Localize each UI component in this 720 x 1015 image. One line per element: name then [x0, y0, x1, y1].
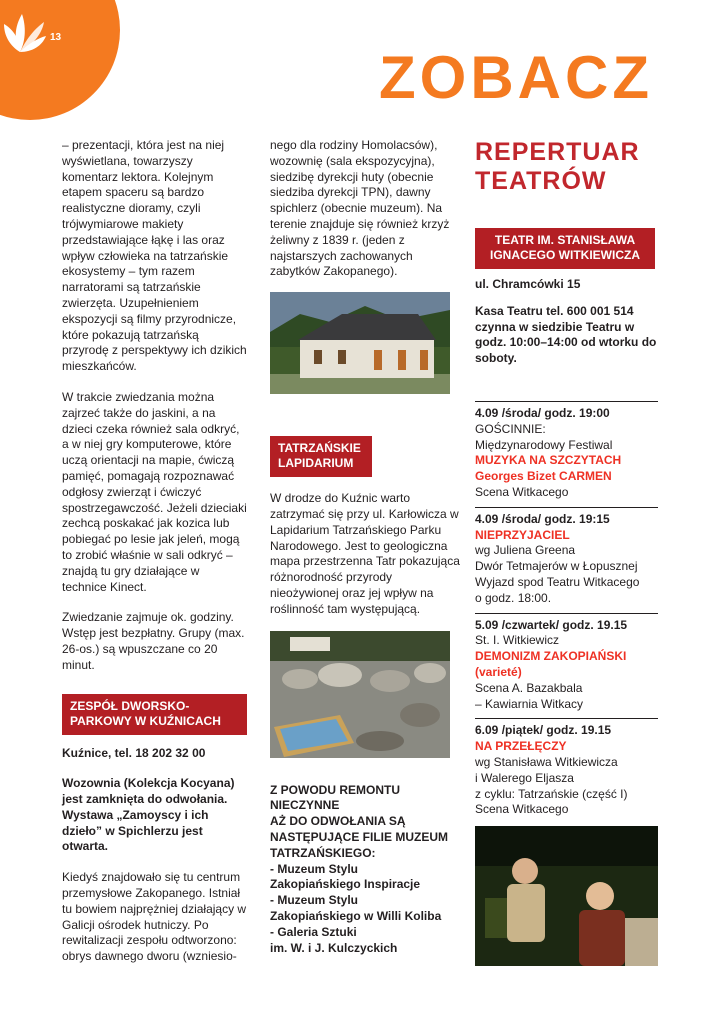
- address: Kuźnice, tel. 18 202 32 00: [62, 745, 206, 760]
- column-2: [270, 138, 460, 956]
- column-1: [62, 138, 247, 965]
- event-detail: Dwór Tetmajerów w Łopusznej: [475, 559, 638, 574]
- event-title: NA PRZEŁĘCZY: [475, 739, 567, 754]
- event-detail: wg Stanisława Witkiewicza: [475, 754, 618, 769]
- divider: [475, 718, 658, 719]
- event-item: [475, 401, 658, 501]
- page-title: ZOBACZ: [379, 44, 653, 111]
- paragraph: – prezentacji, która jest na niej wyświetlana, towarzyszy komentarz lektora. Kolejnym etapem spaceru są bardzo realistyczne dioramy, czyli trójwymiarowe makiety przedstawiające łąkę i las oraz wpływ człowieka na tatrzańskie ekosystemy – tym razem narratorami są tatrzańskie zwierzęta. Uzupełnieniem ekspozycji są filmy przyrodnicze, które pokazują tatrzańską przyrodę z perspektywy ich dzikich mieszkańców.: [62, 138, 247, 374]
- event-detail: Scena A. Bazakbala: [475, 680, 583, 695]
- event-list: [475, 401, 658, 818]
- event-detail: i Walerego Eljasza: [475, 770, 574, 785]
- section-heading-lapidarium: TATRZAŃSKIE LAPIDARIUM: [270, 436, 372, 477]
- event-item: [475, 613, 658, 713]
- notice: Wozownia (Kolekcja Kocyana) jest zamknięta do odwołania. Wystawa „Zamoyscy i ich dzieło” w Spichlerzu jest otwarta.: [62, 776, 235, 854]
- theatre-performance-photo: [475, 826, 658, 966]
- repertoire-title: REPERTUAR TEATRÓW: [475, 138, 640, 195]
- event-detail: GOŚCINNIE:: [475, 421, 546, 436]
- column-3: [475, 138, 658, 966]
- museum-building-photo: [270, 292, 450, 394]
- lapidarium-photo: [270, 631, 450, 758]
- event-detail: Wyjazd spod Teatru Witkacego: [475, 574, 640, 589]
- event-detail: St. I. Witkiewicz: [475, 633, 560, 648]
- closed-branches-notice: Z POWODU REMONTU NIECZYNNE AŻ DO ODWOŁANIA SĄ NASTĘPUJĄCE FILIE MUZEUM TATRZAŃSKIEGO: - Muzeum Stylu Zakopiańskiego Inspiracje - Muzeum Stylu Zakopiańskiego w Willi Koliba - Galeria Sztuki im. W. i J. Kulczyckich: [270, 782, 449, 955]
- event-date: 6.09 /piątek/ godz. 19.15: [475, 723, 612, 738]
- event-date: 4.09 /środa/ godz. 19:15: [475, 511, 610, 526]
- event-date: 4.09 /środa/ godz. 19:00: [475, 405, 610, 420]
- event-date: 5.09 /czwartek/ godz. 19.15: [475, 617, 628, 632]
- corner-decoration: [0, 0, 120, 120]
- event-detail: Międzynarodowy Festiwal: [475, 437, 613, 452]
- divider: [475, 613, 658, 614]
- theatre-address: ul. Chramcówki 15: [475, 277, 581, 291]
- box-office-info: Kasa Teatru tel. 600 001 514 czynna w siedzibie Teatru w godz. 10:00–14:00 od wtorku do soboty.: [475, 303, 657, 366]
- event-item: [475, 718, 658, 818]
- leaf-logo-icon: [0, 0, 60, 60]
- paragraph: nego dla rodziny Homolacsów), wozownię (sala ekspozycyjna), siedzibę dyrekcji huty (obecnie siedziba dyrekcji TPN), dawny spichlerz (obecnie muzeum). Na terenie znajduje się również krzyż żeliwny z 1839 r. (jeden z najstarszych zachowanych zabytków Zakopanego).: [270, 138, 450, 279]
- page-number: 13: [50, 32, 62, 43]
- event-title: DEMONIZM ZAKOPIAŃSKI (varieté): [475, 649, 627, 679]
- event-detail: – Kawiarnia Witkacy: [475, 696, 584, 711]
- paragraph: Zwiedzanie zajmuje ok. godziny. Wstęp jest bezpłatny. Grupy (max. 26-os.) są wpuszczane co 20 minut.: [62, 610, 245, 672]
- paragraph: W drodze do Kuźnic warto zatrzymać się przy ul. Karłowicza w Lapidarium Tatrzańskiego Parku Narodowego. Jest to geologiczna mapa przestrzenna Tatr pokazująca różnorodność przyrody nieożywionej oraz jej wpływ na roślinność tam występującą.: [270, 491, 460, 616]
- divider: [475, 507, 658, 508]
- event-detail: o godz. 18:00.: [475, 590, 552, 605]
- event-detail: Scena Witkacego: [475, 484, 569, 499]
- paragraph: W trakcie zwiedzania można zajrzeć także do jaskini, a na dzieci czeka również sala odkryć, a w niej gry komputerowe, które uczą orientacji na mapie, ćwiczą pamięć, pomagają rozpoznawać odgłosy zwierząt i ćwiczyć spostrzegawczość. Jeżeli dzieciaki zechcą poskakać jak kozica lub pobiegać po lesie jak jeleń, mogą to zrobić właśnie w sali odkryć – znajdą tu gry działające w technice Kinect.: [62, 389, 247, 594]
- event-detail: wg Juliena Greena: [475, 543, 576, 558]
- theatre-name: TEATR IM. STANISŁAWA IGNACEGO WITKIEWICZA: [475, 228, 655, 269]
- event-title: NIEPRZYJACIEL: [475, 527, 570, 542]
- event-item: [475, 507, 658, 607]
- event-detail: z cyklu: Tatrzańskie (część I): [475, 786, 628, 801]
- section-heading-kuznice: ZESPÓŁ DWORSKO-PARKOWY W KUŹNICACH: [62, 694, 247, 735]
- divider: [475, 401, 658, 402]
- paragraph: Kiedyś znajdowało się tu centrum przemysłowe Zakopanego. Istniał tu bowiem najprężniej działający w Galicji ośrodek hutniczy. Po rewitalizacji zespołu odtworzono: obrys dawnego dworu (wzniesio-: [62, 870, 247, 964]
- event-title: MUZYKA NA SZCZYTACH Georges Bizet CARMEN: [475, 453, 622, 484]
- event-detail: Scena Witkacego: [475, 802, 569, 817]
